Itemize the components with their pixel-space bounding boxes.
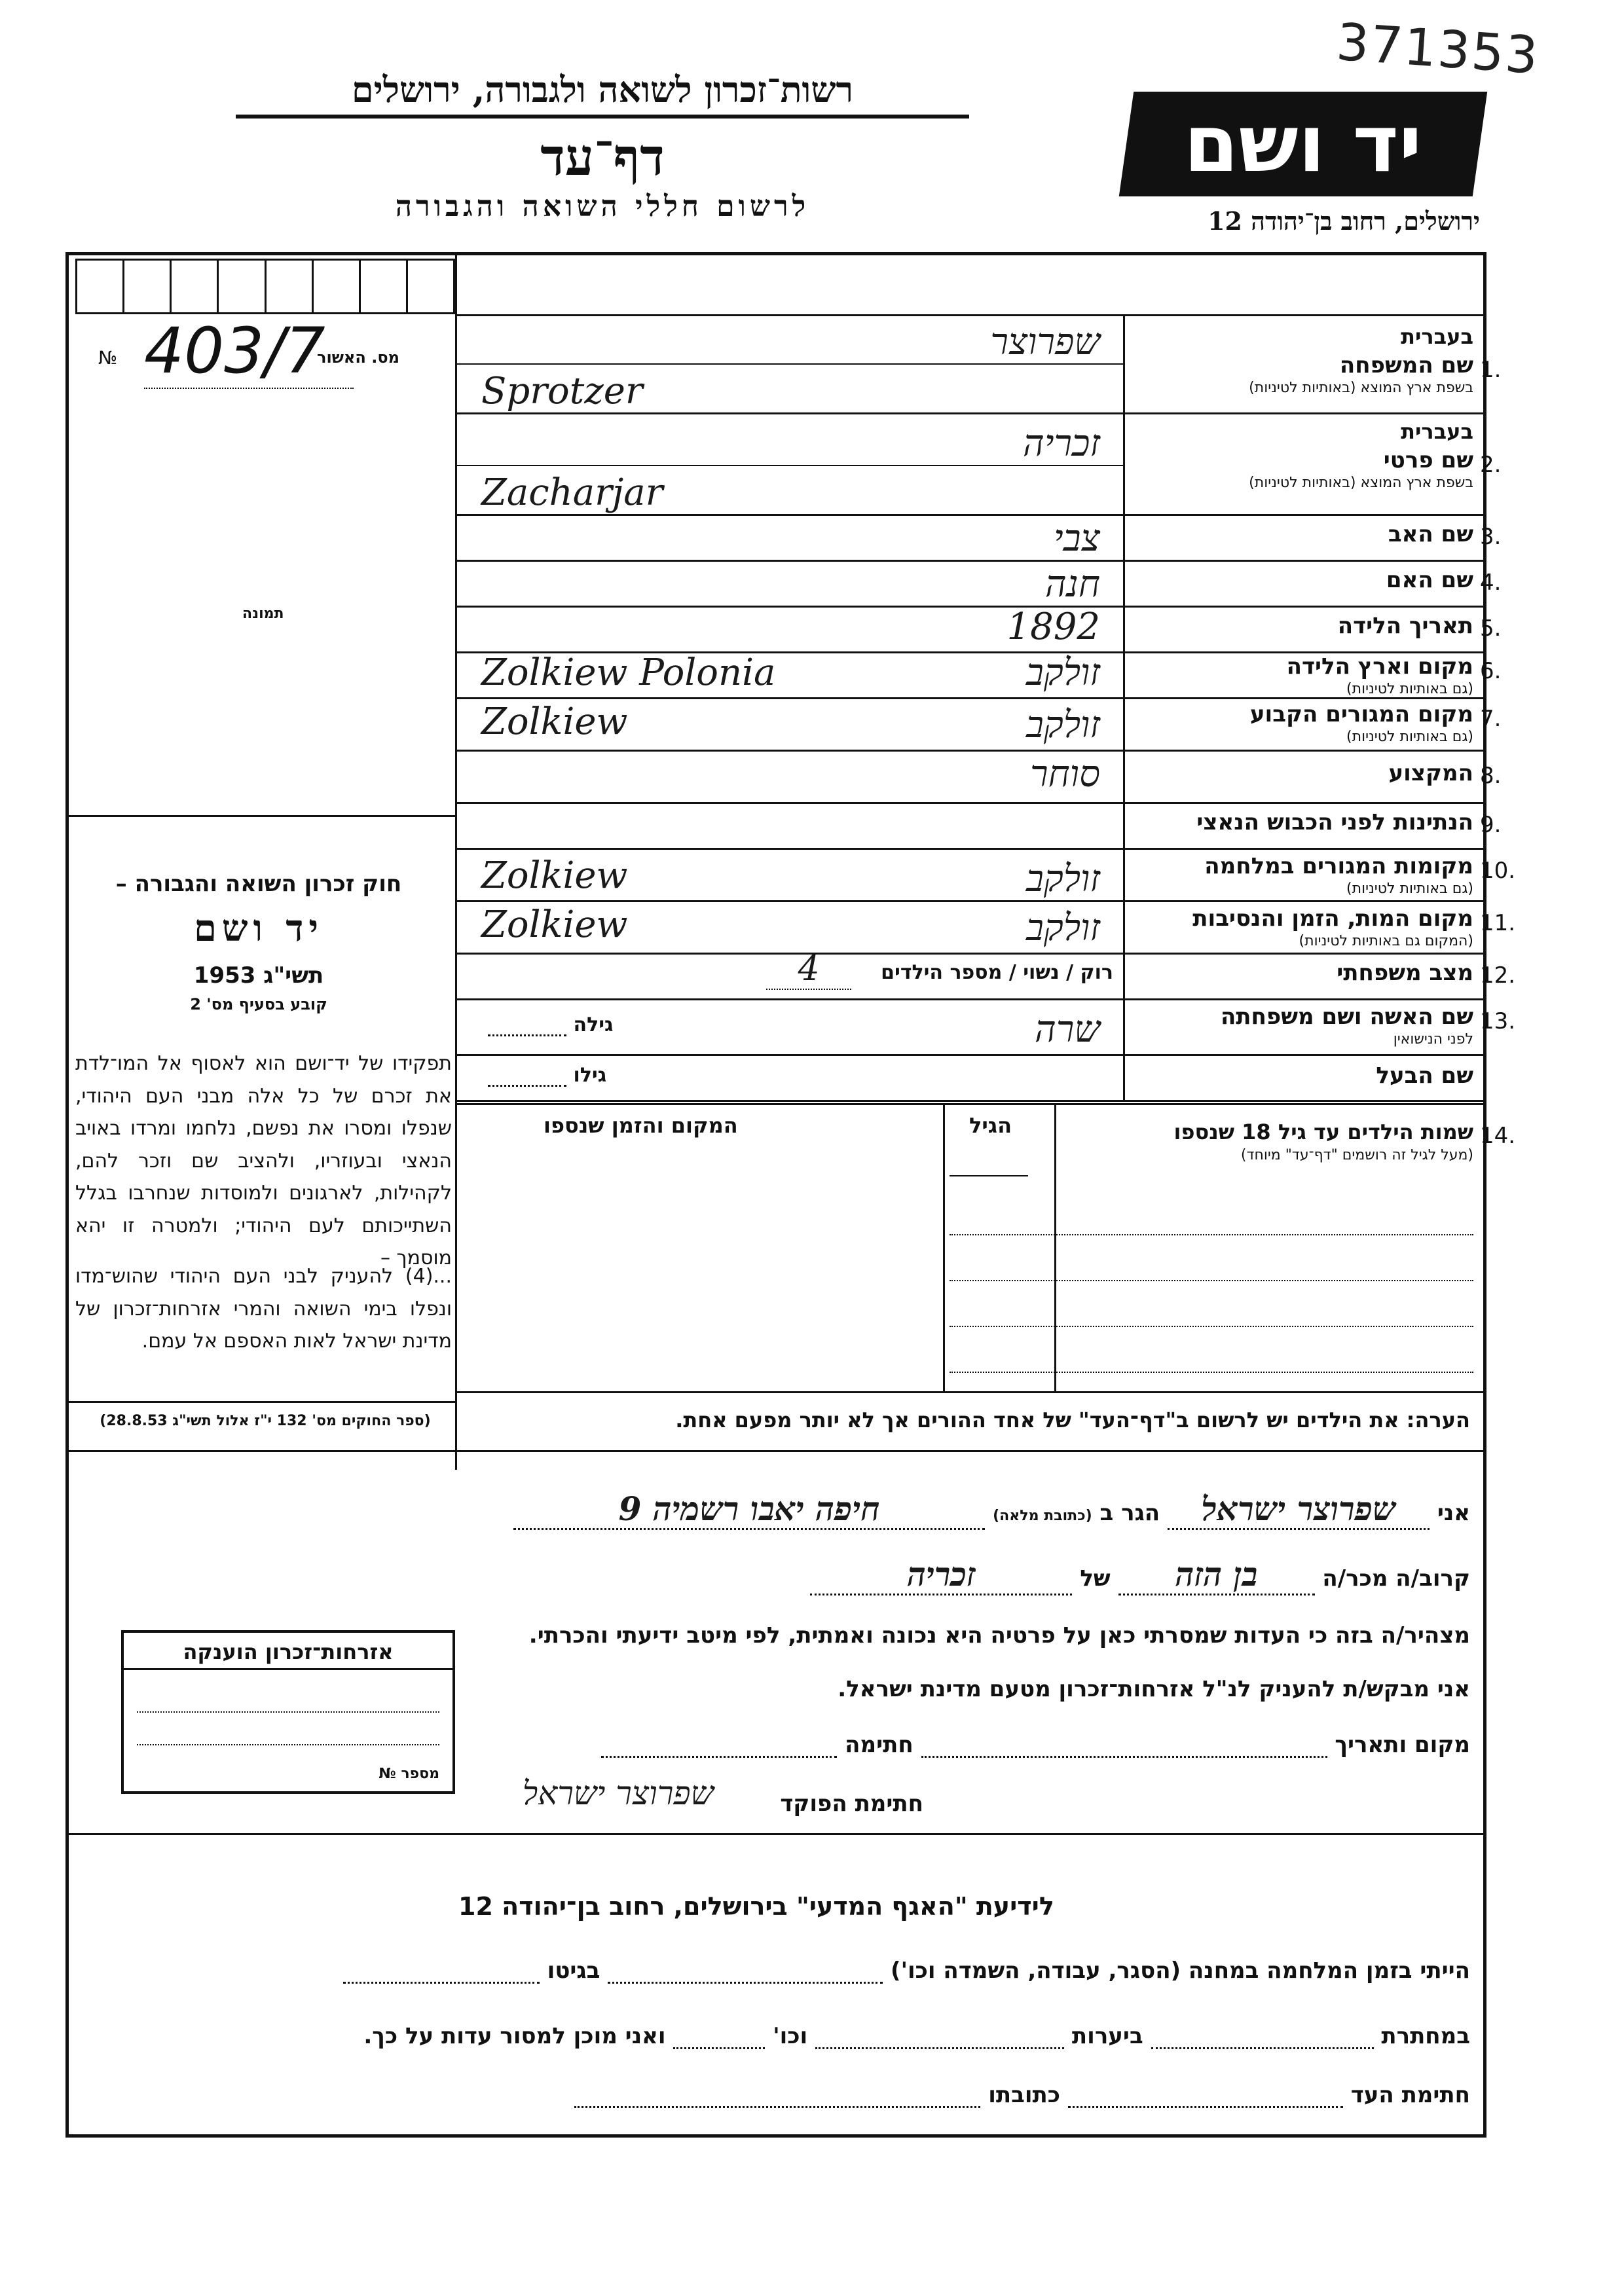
field-4-num: 4. (1480, 570, 1502, 596)
official-signature-label: חתימת הפוקד (780, 1791, 923, 1817)
photo-placeholder-label: תמונה (242, 606, 284, 622)
children-row[interactable] (950, 1234, 1473, 1235)
field-13-num: 13. (1480, 1008, 1516, 1034)
field-father-label: שם האב (1388, 521, 1473, 547)
residence-latin[interactable]: Zolkiew (481, 701, 628, 743)
wife-name[interactable]: שרה (1035, 1008, 1100, 1051)
row-line (455, 848, 1486, 850)
row-line (455, 560, 1486, 562)
field-12-num: 12. (1480, 962, 1516, 989)
children-title: שמות הילדים עד גיל 18 שנספו (מעל לגיל זה רושמים "דף־עד" מיוחד) (1173, 1120, 1473, 1163)
field-profession-label: המקצוע (1388, 760, 1473, 786)
field-family-name-label: שם המשפחה בשפת ארץ המוצא (באותיות לטיניות) (1249, 352, 1473, 397)
number-sign: № (98, 347, 118, 369)
birth-place-hebrew[interactable]: זולקב (1025, 651, 1100, 694)
declaration-line-1: אני שפרוצר ישראל הגר ב (כתובת מלאה) חיפה יאבו רשמיה 9 (513, 1489, 1470, 1530)
declaration-line-4: אני מבקש/ת להעניק לנ"ל אזרחות־זכרון מטעם מדינת ישראל. (838, 1676, 1470, 1702)
row-divider (455, 314, 1486, 316)
marital-status-text: רוק / נשוי / מספר הילדים (881, 961, 1113, 984)
field-2-num: 2. (1480, 452, 1502, 478)
family-name-latin[interactable]: Sprotzer (481, 370, 643, 412)
scientific-dept-title: לידיעת "האגף המדעי" בירושלים, רחוב בן־יהודה 12 (458, 1892, 1054, 1921)
declaration-line-3: מצהיר/ה בזה כי העדות שמסרתי כאן על פרטיה היא נכונה ואמתית, לפי מיטב ידיעתי והכרתי. (528, 1622, 1470, 1649)
authority-title: רשות־זכרון לשואה ולגבורה, ירושלים (236, 69, 969, 118)
field-10-num: 10. (1480, 858, 1516, 884)
lang-tag-hebrew: בעברית (1401, 419, 1473, 444)
field-first-name-label: שם פרטי בשפת ארץ המוצא (באותיות לטיניות) (1249, 447, 1473, 492)
law-name: יד ושם (193, 907, 324, 950)
row-line (455, 1100, 1486, 1102)
citizenship-line[interactable] (137, 1744, 439, 1745)
field-1-num: 1. (1480, 357, 1502, 383)
row-line (455, 802, 1486, 804)
children-note: הערה: את הילדים יש לרשום ב"דף־העד" של אחד ההורים אך לא יותר מפעם אחת. (675, 1408, 1470, 1432)
field-birth-place-label: מקום וארץ הלידה (גם באותיות לטיניות) (1286, 653, 1473, 698)
record-number-value[interactable]: 403/7 (144, 314, 354, 389)
law-year: תשי"ג 1953 (193, 962, 324, 989)
field-5-num: 5. (1480, 615, 1502, 642)
children-row[interactable] (950, 1280, 1473, 1281)
record-number-label: מס. האשור (317, 348, 399, 367)
bottom-line-1: הייתי בזמן המלחמה במחנה (הסגר, עבודה, השמדה וכו') בגיטו (343, 1958, 1470, 1984)
law-section: קובע בסעיף מס' 2 (190, 995, 327, 1013)
code-box[interactable] (267, 259, 314, 314)
field-residence-label: מקום המגורים הקבוע (גם באותיות לטיניות) (1249, 701, 1473, 746)
memorial-citizenship-box (121, 1630, 455, 1794)
field-birth-date-label: תאריך הלידה (1337, 613, 1473, 639)
code-box[interactable] (172, 259, 219, 314)
death-place-hebrew[interactable]: זולקב (1025, 907, 1100, 949)
children-col-divider (943, 1103, 945, 1391)
birth-place-latin[interactable]: Zolkiew Polonia (481, 651, 776, 694)
row-line (455, 412, 1486, 414)
field-3-num: 3. (1480, 524, 1502, 550)
field-death-place-label: מקום המות, הזמן והנסיבות (המקום גם באותיות לטיניות) (1192, 905, 1473, 950)
field-11-num: 11. (1480, 910, 1516, 936)
code-box[interactable] (314, 259, 361, 314)
declaration-line-2: קרוב/ה מכר/ה בן הזה של זכריה (810, 1555, 1470, 1595)
note-divider (69, 1450, 1486, 1452)
row-line (455, 363, 1123, 365)
row-line (455, 953, 1486, 955)
signature-field[interactable] (601, 1756, 837, 1758)
row-line (455, 465, 1123, 466)
citizenship-line[interactable] (137, 1711, 439, 1713)
children-row[interactable] (950, 1326, 1473, 1327)
field-war-places-label: מקומות המגורים במלחמה (גם באותיות לטיניות) (1204, 853, 1473, 898)
children-row[interactable] (950, 1372, 1473, 1373)
code-box[interactable] (361, 259, 408, 314)
citizenship-box-title: אזרחות־זכרון הוענקה (124, 1639, 452, 1670)
logo-text: יד ושם (1184, 98, 1422, 190)
first-name-hebrew[interactable]: זכריה (1023, 422, 1100, 465)
children-col-divider (1054, 1103, 1056, 1391)
field-14-num: 14. (1480, 1123, 1516, 1149)
photo-divider (69, 815, 455, 817)
code-boxes (75, 259, 455, 314)
field-wife-label: שם האשה ושם משפחתה לפני הנישואין (1220, 1004, 1473, 1048)
children-line (950, 1175, 1028, 1176)
law-divider (69, 1401, 455, 1403)
row-line (455, 1054, 1486, 1056)
field-mother-label: שם האם (1386, 567, 1473, 593)
husband-age-field[interactable]: גילו (488, 1064, 606, 1087)
code-box[interactable] (75, 259, 124, 314)
row-line (455, 750, 1486, 752)
row-line (455, 900, 1486, 902)
code-box[interactable] (408, 259, 455, 314)
death-place-latin[interactable]: Zolkiew (481, 903, 628, 946)
declarant-address[interactable]: חיפה יאבו רשמיה 9 (513, 1489, 985, 1530)
bottom-divider (69, 1833, 1486, 1835)
wife-age-field[interactable]: גילה (488, 1013, 613, 1036)
children-place-header: המקום והזמן שנספו (544, 1113, 738, 1138)
law-reference: (ספר החוקים מס' 132 י"ז אלול תשי"ג 28.8.53) (100, 1413, 431, 1429)
field-nationality-label: הנתינות לפני הכבוש הנאצי (1196, 809, 1473, 835)
left-column-divider (455, 255, 457, 1470)
children-age-header: הגיל (969, 1113, 1012, 1138)
row-line (455, 514, 1486, 516)
field-6-num: 6. (1480, 658, 1502, 684)
family-name-hebrew[interactable]: שפרוצר (990, 321, 1100, 363)
field-7-num: 7. (1480, 706, 1502, 732)
label-column-divider (1123, 314, 1125, 1100)
first-name-latin[interactable]: Zacharjar (481, 471, 663, 514)
field-marital-label: מצב משפחתי (1337, 960, 1473, 986)
declarant-name[interactable]: שפרוצר ישראל (1168, 1489, 1430, 1530)
place-date-field[interactable] (921, 1756, 1327, 1758)
bottom-line-3: חתימת העד כתובתו (574, 2082, 1470, 2108)
field-8-num: 8. (1480, 763, 1502, 789)
row-line (455, 606, 1486, 608)
field-9-num: 9. (1480, 812, 1502, 838)
law-text: תפקידו של יד־ושם הוא לאסוף אל המו־לדת את זכרם של כל אלה מבני העם היהודי, שנפלו ומסרו את נפשם, נלחמו ומרדו באויב הנאצי ובעוזריו, ולהציב שם וזכר להם, לקהילות, לארגונים ולמוסדות שנחרבו בגלל השתייכותם לעם היהודי; ולמטרה זו יהא מוסמך – (75, 1052, 452, 1269)
archive-number: 371353 (1334, 12, 1541, 86)
relation-of-name[interactable]: זכריה (810, 1555, 1072, 1595)
profession-value[interactable]: סוחר (1030, 753, 1100, 795)
citizenship-serial: מספר № (378, 1766, 439, 1782)
lang-tag-hebrew: בעברית (1401, 324, 1473, 349)
code-box[interactable] (219, 259, 266, 314)
code-box[interactable] (124, 259, 172, 314)
children-table-top (455, 1103, 1486, 1105)
law-title: חוק זכרון השואה והגבורה – (115, 871, 402, 897)
children-count[interactable]: 4 (766, 949, 851, 990)
birth-year[interactable]: 1892 (1006, 606, 1100, 648)
form-title: דף־עד (540, 128, 665, 187)
declaration-sign-line: מקום ותאריך חתימה (601, 1732, 1470, 1758)
law-text-clause: ...(4) להעניק לבני העם היהודי שהוש־מדו ונפלו בימי השואה והמרי אזרחות־זכרון של מדינת ישראל לאות האספם אל עמם. (75, 1265, 452, 1353)
declarant-relation[interactable]: בן הזה (1118, 1555, 1315, 1595)
form-subtitle: לרשום חללי השואה והגבורה (395, 190, 810, 223)
mother-name[interactable]: חנה (1044, 563, 1100, 606)
field-husband-label: שם הבעל (1376, 1063, 1473, 1089)
war-places-hebrew[interactable]: זולקב (1025, 858, 1100, 900)
org-address: ירושלים, רחוב בן־יהודה 12 (1208, 206, 1480, 236)
father-name[interactable]: צבי (1053, 517, 1100, 560)
residence-hebrew[interactable]: זולקב (1025, 704, 1100, 746)
bottom-line-2: במחתרת ביערות וכו' ואני מוכן למסור עדות על כך. (363, 2023, 1470, 2049)
yad-vashem-logo (1119, 92, 1487, 196)
children-table-bottom (455, 1391, 1486, 1393)
official-signature[interactable]: שפרוצר ישראל (522, 1774, 714, 1812)
row-line (455, 998, 1486, 1000)
war-places-latin[interactable]: Zolkiew (481, 854, 628, 897)
